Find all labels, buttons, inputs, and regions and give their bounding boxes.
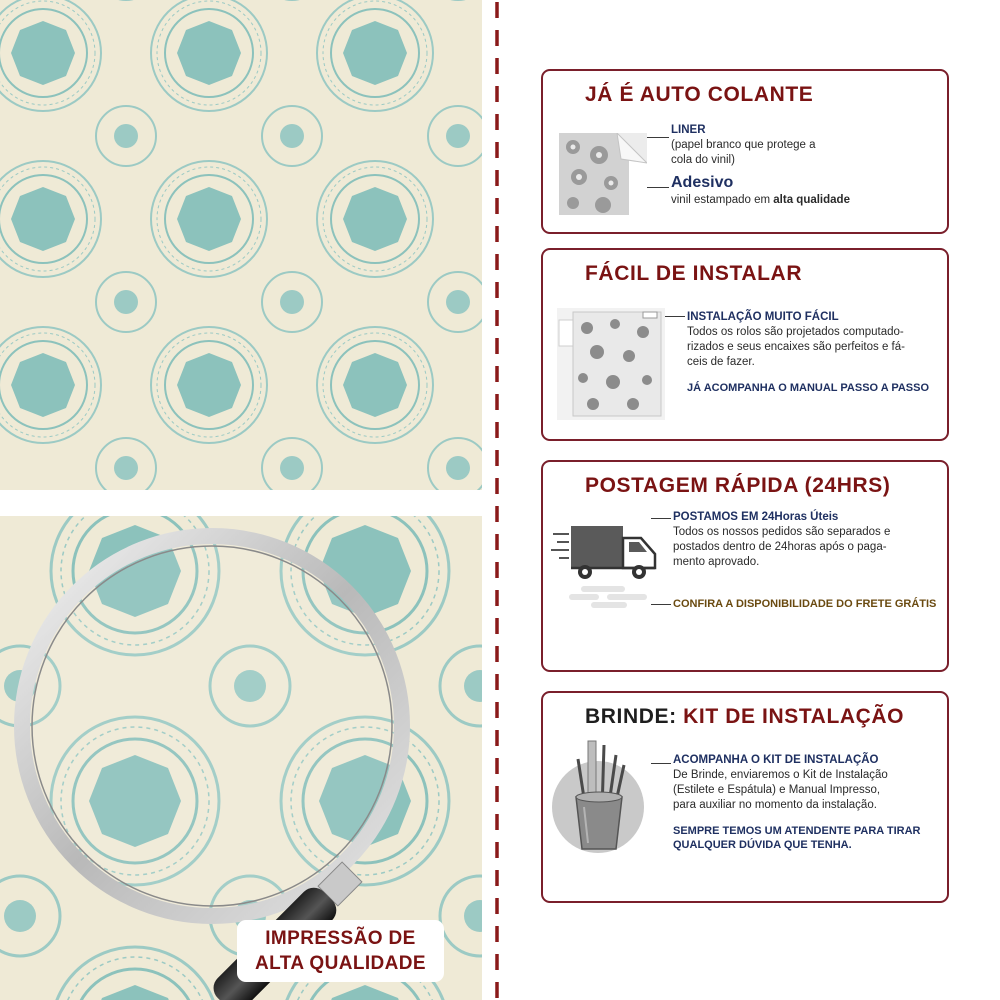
- card-install-kit: [541, 691, 949, 903]
- liner-desc: cola do vinil): [671, 154, 735, 166]
- install-line: Todos os rolos são projetados computado-: [687, 326, 904, 338]
- install-line: rizados e seus encaixes são perfeitos e fá-: [687, 341, 905, 353]
- liner-desc: (papel branco que protege a: [671, 139, 816, 151]
- liner-info: [671, 123, 816, 168]
- card-title: POSTAGEM RÁPIDA (24HRS): [585, 474, 891, 497]
- shipping-line: mento aprovado.: [673, 556, 760, 568]
- shipping-line: postados dentro de 24horas após o paga-: [673, 541, 887, 553]
- quality-line-1: IMPRESSÃO DE: [265, 928, 416, 949]
- leader-line: [651, 518, 671, 519]
- adhesive-desc: vinil estampado em: [671, 194, 771, 206]
- leader-line: [647, 137, 669, 138]
- kit-heading: ACOMPANHA O KIT DE INSTALAÇÃO: [673, 754, 879, 766]
- liner-label: LINER: [671, 124, 706, 136]
- install-line: ceis de fazer.: [687, 356, 755, 368]
- kit-line: (Estilete e Espátula) e Manual Impresso,: [673, 784, 881, 796]
- kit-line: para auxiliar no momento da instalação.: [673, 799, 877, 811]
- card-self-adhesive: [541, 69, 949, 234]
- kit-info: [673, 753, 888, 813]
- shipping-info: [673, 510, 890, 570]
- leader-line: [647, 187, 669, 188]
- kit-line: De Brinde, enviaremos o Kit de Instalação: [673, 769, 888, 781]
- adhesive-info: [671, 173, 850, 208]
- leader-line: [651, 604, 671, 605]
- manual-note: JÁ ACOMPANHA O MANUAL PASSO A PASSO: [687, 382, 930, 394]
- delivery-truck-icon: [551, 522, 661, 610]
- install-info: [687, 310, 905, 370]
- card-easy-install: [541, 248, 949, 441]
- support-line: SEMPRE TEMOS UM ATENDENTE PARA TIRAR: [673, 825, 921, 837]
- support-note: [673, 824, 921, 852]
- free-shipping-note: CONFIRA A DISPONIBILIDADE DO FRETE GRÁTIS: [673, 598, 937, 610]
- leader-line: [665, 316, 685, 317]
- leader-line: [651, 763, 671, 764]
- shipping-heading: POSTAMOS EM 24Horas Úteis: [673, 511, 839, 523]
- card-title-red: KIT DE INSTALAÇÃO: [683, 705, 905, 728]
- install-heading: INSTALAÇÃO MUITO FÁCIL: [687, 311, 839, 323]
- adhesive-label: Adesivo: [671, 174, 734, 191]
- tool-kit-icon: [548, 731, 648, 857]
- adhesive-desc-bold: alta qualidade: [773, 194, 850, 206]
- shipping-line: Todos os nossos pedidos são separados e: [673, 526, 891, 538]
- print-quality-badge: [237, 920, 444, 982]
- pattern-swatch: [0, 0, 482, 490]
- card-title: JÁ É AUTO COLANTE: [585, 83, 814, 106]
- liner-peel-icon: [559, 133, 647, 215]
- card-fast-shipping: [541, 460, 949, 672]
- dashed-divider: [492, 0, 502, 1000]
- card-title: FÁCIL DE INSTALAR: [585, 262, 803, 285]
- card-title-dark: BRINDE:: [585, 705, 677, 728]
- support-line: QUALQUER DÚVIDA QUE TENHA.: [673, 839, 852, 851]
- card-title: [585, 705, 904, 729]
- quality-line-2: ALTA QUALIDADE: [255, 953, 426, 974]
- wall-install-icon: [557, 308, 665, 420]
